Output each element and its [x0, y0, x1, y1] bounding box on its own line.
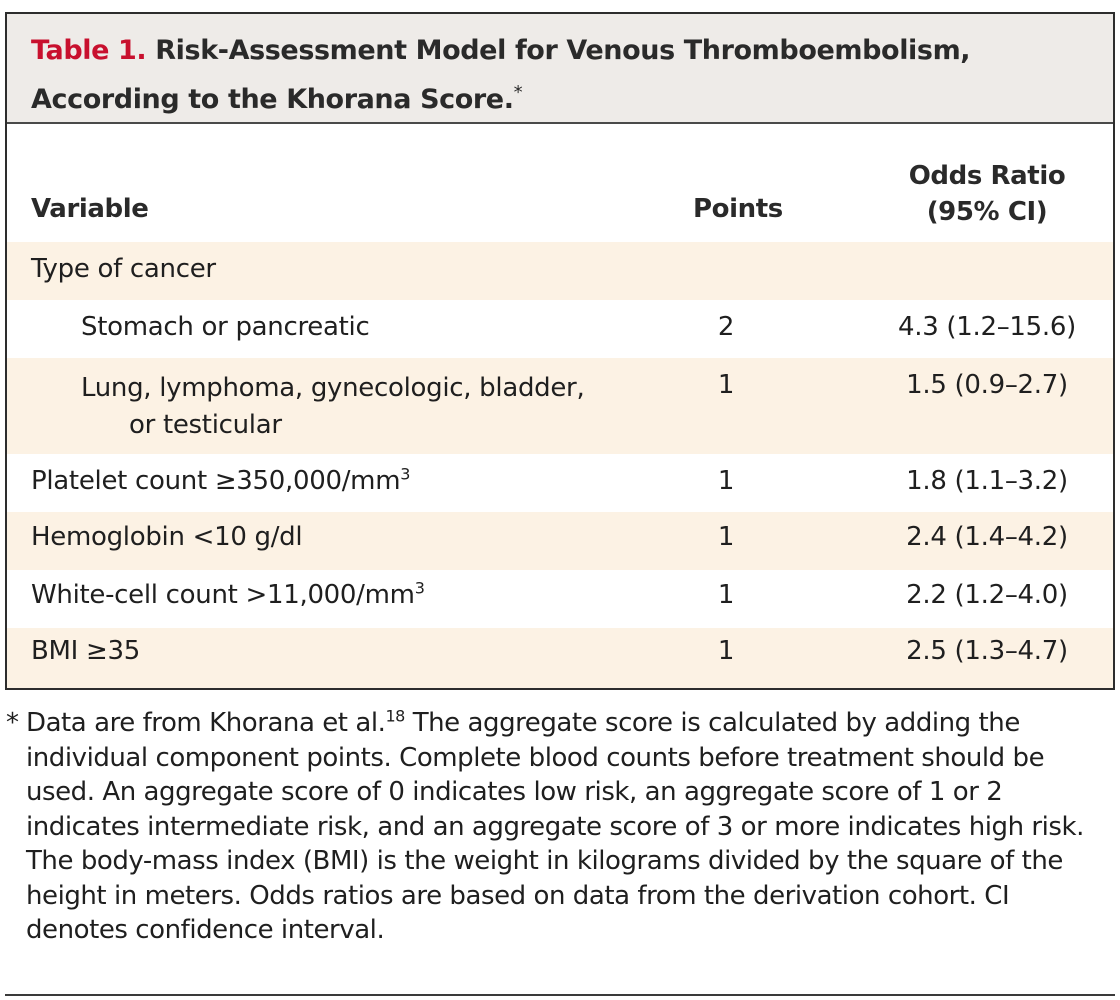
table-number: Table 1.	[31, 35, 147, 66]
row-points: 1	[717, 636, 735, 666]
row-points: 1	[717, 466, 735, 496]
row-variable: Stomach or pancreatic	[81, 312, 370, 342]
row-odds-ratio: 2.2 (1.2–4.0)	[906, 580, 1068, 610]
table-row	[7, 242, 1113, 300]
table-row	[7, 512, 1113, 570]
table-title-bar	[7, 14, 1113, 124]
row-points: 2	[717, 312, 735, 342]
row-variable-line2: or testicular	[129, 410, 282, 440]
row-variable-text: White-cell count >11,000/mm	[31, 580, 415, 610]
table-title	[31, 30, 1093, 121]
row-odds-ratio: 1.8 (1.1–3.2)	[906, 466, 1068, 496]
row-odds-ratio: 4.3 (1.2–15.6)	[898, 312, 1076, 342]
table-footnote	[6, 706, 1112, 948]
row-points: 1	[717, 370, 735, 400]
header-odds-ratio-line1: Odds Ratio	[908, 161, 1066, 191]
row-variable-superscript: 3	[400, 464, 411, 484]
row-variable: Hemoglobin <10 g/dl	[31, 522, 303, 552]
row-variable: Type of cancer	[31, 254, 216, 284]
header-points: Points	[693, 194, 783, 224]
row-odds-ratio: 2.5 (1.3–4.7)	[906, 636, 1068, 666]
table-header-row	[7, 124, 1113, 242]
table-title-text: Risk-Assessment Model for Venous Thromboembolism, According to the Khorana Score.	[31, 35, 971, 115]
footnote-text	[6, 706, 1112, 948]
row-odds-ratio: 2.4 (1.4–4.2)	[906, 522, 1068, 552]
row-variable	[81, 370, 584, 444]
header-odds-ratio-line2: (95% CI)	[926, 197, 1048, 227]
row-variable: BMI ≥35	[31, 636, 140, 666]
table-row	[7, 570, 1113, 628]
footnote-marker: *	[6, 708, 19, 738]
row-points: 1	[717, 522, 735, 552]
row-variable-superscript: 3	[414, 578, 425, 598]
table-row	[7, 454, 1113, 512]
data-table	[5, 12, 1115, 690]
title-footnote-marker: *	[513, 82, 523, 103]
footnote-text-rest: The aggregate score is calculated by adding the individual component points. Complete blood counts before treatment should be used. An aggregate score of 0 indicates low risk, an aggregate score of 1 or 2 indicates intermediate risk, and an aggregate score of 3 or more indicates high risk. The body-mass index (BMI) is the weight in kilograms divided by the square of the height in meters. Odds ratios are based on data from the derivation cohort. CI denotes confidence interval.	[26, 708, 1084, 945]
row-variable	[31, 580, 425, 610]
row-variable-line1: Lung, lymphoma, gynecologic, bladder,	[81, 373, 585, 403]
table-row	[7, 628, 1113, 690]
row-variable-text: Platelet count ≥350,000/mm	[31, 466, 401, 496]
header-odds-ratio	[867, 158, 1107, 230]
table-row	[7, 300, 1113, 358]
bottom-rule	[5, 994, 1115, 996]
row-points: 1	[717, 580, 735, 610]
row-variable	[31, 466, 410, 496]
footnote-text-start: Data are from Khorana et al.	[26, 708, 386, 738]
row-odds-ratio: 1.5 (0.9–2.7)	[906, 370, 1068, 400]
table-row	[7, 358, 1113, 454]
header-variable: Variable	[31, 194, 149, 224]
footnote-reference: 18	[385, 706, 405, 726]
